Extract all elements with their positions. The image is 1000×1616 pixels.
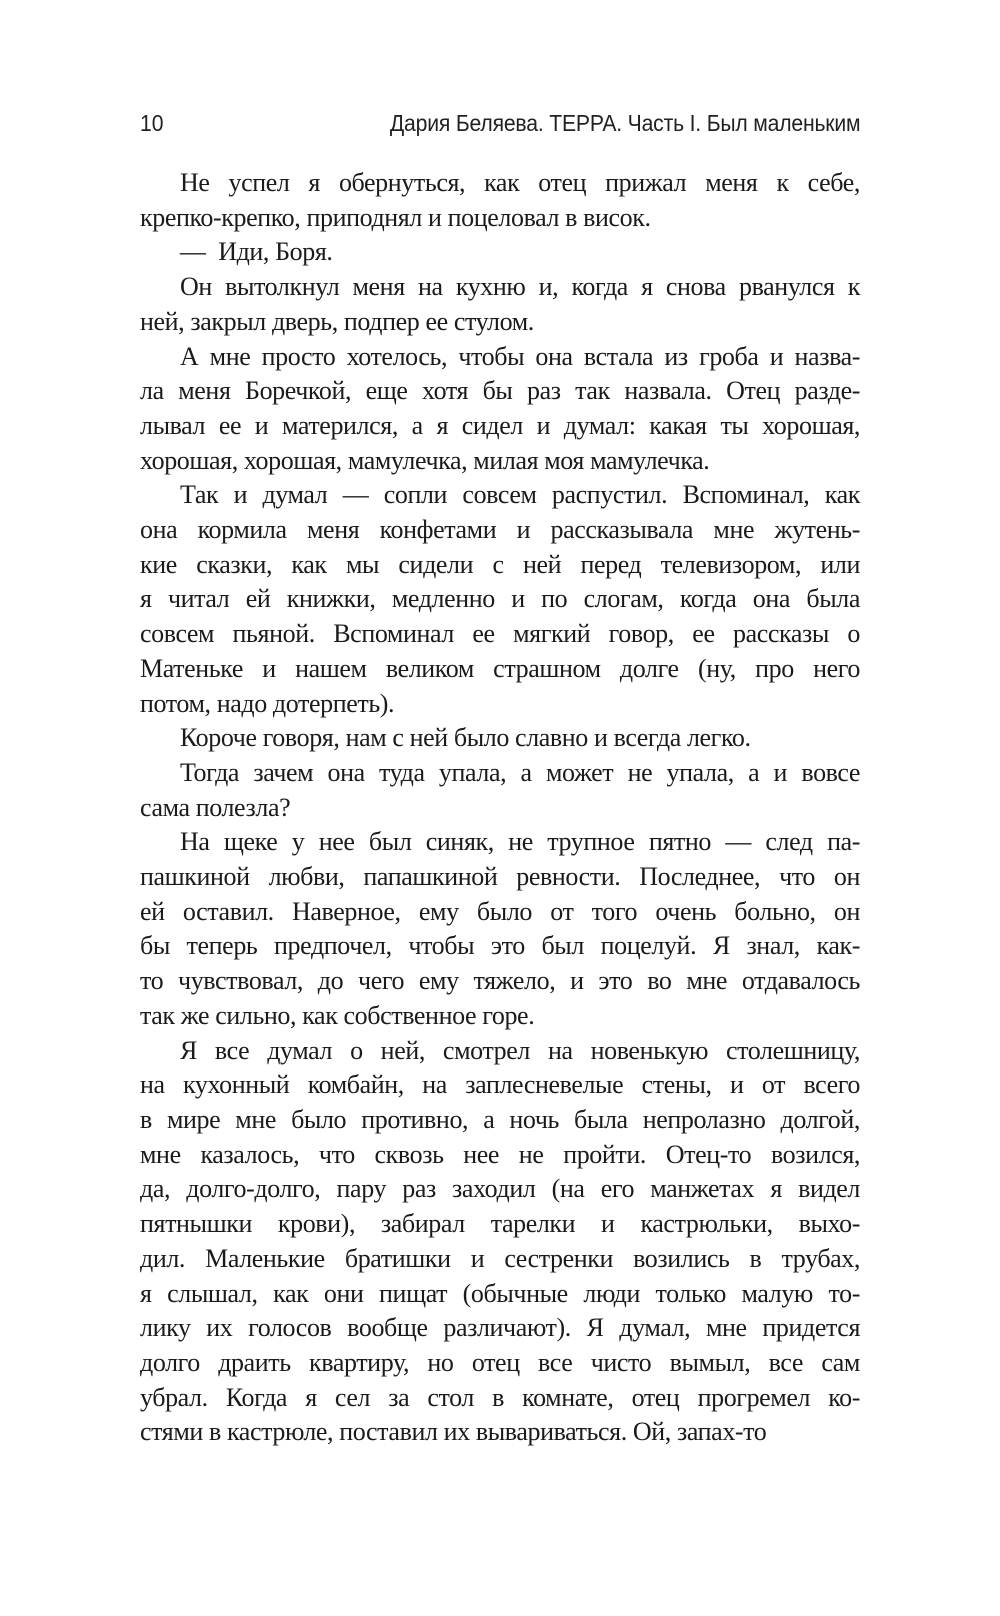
text-line: кие сказки, как мы сидели с ней перед телевизором, или <box>140 549 860 579</box>
page-body <box>140 166 860 1450</box>
text-line: — Иди, Боря. <box>180 237 333 267</box>
text-line: мне казалось, что сквозь нее не пройти. Отец-то возился, <box>140 1139 860 1169</box>
running-title: Дария Беляева. ТЕРРА. Часть I. Был маленьким <box>389 110 860 136</box>
text-line: убрал. Когда я сел за стол в комнате, отец прогремел ко- <box>140 1382 860 1412</box>
text-line: стями в кастрюле, поставил их вывариваться. Ой, запах-то <box>140 1417 767 1447</box>
text-line: сама полезла? <box>140 792 291 822</box>
paragraph <box>140 721 860 756</box>
text-line: так же сильно, как собственное горе. <box>140 1000 535 1030</box>
text-line: дил. Маленькие братишки и сестренки возились в трубах, <box>140 1243 860 1273</box>
page-header <box>140 110 860 137</box>
text-line: ей оставил. Наверное, ему было от того очень больно, он <box>140 896 860 926</box>
paragraph <box>140 270 860 339</box>
paragraph <box>140 1034 860 1450</box>
text-line: в мире мне было противно, а ночь была непролазно долгой, <box>140 1104 860 1134</box>
text-line: Так и думал — сопли совсем распустил. Вспоминал, как <box>180 480 860 510</box>
text-line: да, долго-долго, пару раз заходил (на его манжетах я видел <box>140 1174 860 1204</box>
text-line: хорошая, хорошая, мамулечка, милая моя мамулечка. <box>140 445 710 475</box>
text-line: лику их голосов вообще различают). Я думал, мне придется <box>140 1313 860 1343</box>
paragraph <box>140 756 860 825</box>
text-line: бы теперь предпочел, чтобы это был поцелуй. Я знал, как- <box>140 931 860 961</box>
text-line: лывал ее и матерился, а я сидел и думал: какая ты хорошая, <box>140 410 860 440</box>
text-line: Короче говоря, нам с ней было славно и всегда легко. <box>180 723 751 753</box>
text-line: Тогда зачем она туда упала, а может не упала, а и вовсе <box>180 757 860 787</box>
text-line: на кухонный комбайн, на заплесневелые стены, и от всего <box>140 1070 860 1100</box>
paragraph <box>140 825 860 1033</box>
text-line: А мне просто хотелось, чтобы она встала из гроба и назва- <box>180 341 860 371</box>
page-number: 10 <box>140 110 164 136</box>
text-line: потом, надо дотерпеть). <box>140 688 395 718</box>
text-line: Не успел я обернуться, как отец прижал меня к себе, <box>180 168 860 197</box>
paragraph <box>140 166 860 235</box>
text-line: Матеньке и нашем великом страшном долге (ну, про него <box>140 653 860 683</box>
text-line: ла меня Боречкой, еще хотя бы раз так назвала. Отец разде- <box>140 376 860 406</box>
paragraph <box>140 340 860 479</box>
text-line: Я все думал о ней, смотрел на новенькую столешницу, <box>180 1035 860 1065</box>
text-line: крепко-крепко, приподнял и поцеловал в висок. <box>140 202 651 232</box>
text-line: Он вытолкнул меня на кухню и, когда я снова рванулся к <box>180 272 860 302</box>
text-line: совсем пьяной. Вспоминал ее мягкий говор, ее рассказы о <box>140 619 860 649</box>
text-line: пашкиной любви, папашкиной ревности. Последнее, что он <box>140 862 860 892</box>
text-line: то чувствовал, до чего ему тяжело, и это во мне отдавалось <box>140 966 860 996</box>
text-line: На щеке у нее был синяк, не трупное пятно — след па- <box>180 827 860 857</box>
text-line: она кормила меня конфетами и рассказывала мне жутень- <box>140 515 860 545</box>
text-line: ней, закрыл дверь, подпер ее стулом. <box>140 306 534 336</box>
text-line: я слышал, как они пищат (обычные люди только малую то- <box>140 1278 860 1308</box>
paragraph <box>140 235 860 270</box>
text-line: пятнышки крови), забирал тарелки и кастрюльки, выхо- <box>140 1209 860 1239</box>
text-line: я читал ей книжки, медленно и по слогам, когда она была <box>140 584 860 614</box>
paragraph <box>140 478 860 721</box>
text-line: долго драить квартиру, но отец все чисто вымыл, все сам <box>140 1347 860 1377</box>
